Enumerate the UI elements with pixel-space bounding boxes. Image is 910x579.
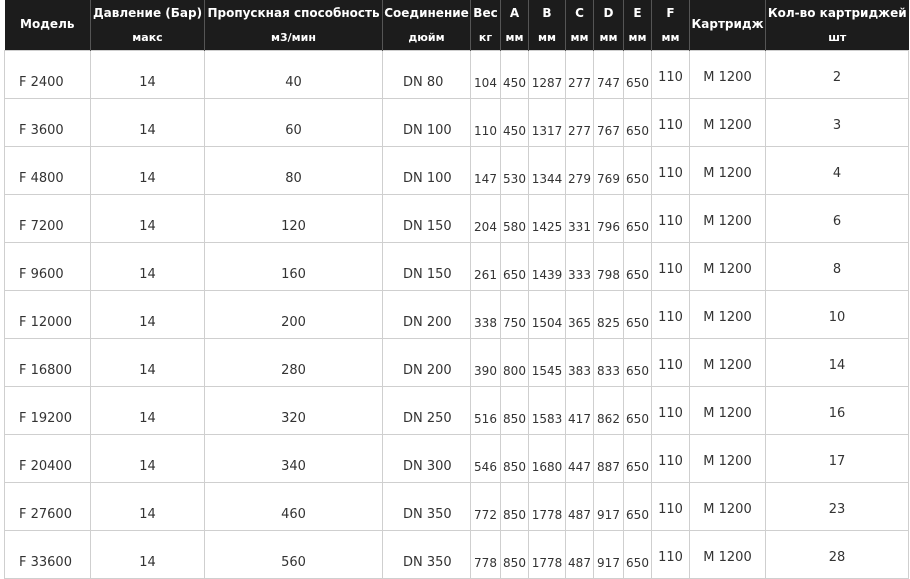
cell-connection: DN 200 [383,290,471,338]
cell-dim-a: 650 [501,242,529,290]
cell-connection: DN 80 [383,50,471,98]
cell-cartridge: M 1200 [690,146,766,194]
header-unit: макс [132,31,163,44]
header-unit: мм [599,31,618,44]
cell-dim-e: 650 [624,194,652,242]
cell-pressure: 14 [91,242,205,290]
header-dim-e [624,0,652,50]
cell-dim-f: 110 [652,242,690,290]
cell-pressure: 14 [91,50,205,98]
cell-dim-c: 277 [566,98,594,146]
cell-connection: DN 150 [383,242,471,290]
cell-weight: 516 [471,386,501,434]
header-weight [471,0,501,50]
cell-cartridge-count: 16 [766,386,909,434]
cell-weight: 338 [471,290,501,338]
cell-dim-b: 1287 [529,50,566,98]
cell-dim-c: 331 [566,194,594,242]
cell-dim-b: 1545 [529,338,566,386]
cell-throughput: 80 [205,146,383,194]
table-row [5,146,909,194]
cell-dim-e: 650 [624,50,652,98]
header-unit: шт [828,31,847,44]
cell-throughput: 40 [205,50,383,98]
header-label: Картридж [691,17,764,31]
cell-dim-f: 110 [652,146,690,194]
cell-dim-f: 110 [652,530,690,578]
cell-model: F 16800 [5,338,91,386]
table-body [5,50,909,578]
cell-dim-b: 1778 [529,530,566,578]
cell-dim-b: 1778 [529,482,566,530]
cell-cartridge-count: 23 [766,482,909,530]
header-label: Вес [473,6,498,20]
cell-connection: DN 150 [383,194,471,242]
header-unit: мм [505,31,524,44]
header-cartridge [690,0,766,50]
header-model [5,0,91,50]
cell-dim-d: 917 [594,482,624,530]
cell-dim-e: 650 [624,146,652,194]
cell-dim-e: 650 [624,530,652,578]
cell-dim-a: 580 [501,194,529,242]
cell-cartridge-count: 3 [766,98,909,146]
header-label: Кол-во картриджей [767,6,907,20]
header-label: Пропускная способность [207,6,380,20]
cell-weight: 104 [471,50,501,98]
header-unit: м3/мин [271,31,316,44]
table-row [5,530,909,578]
table-row [5,386,909,434]
cell-dim-a: 800 [501,338,529,386]
cell-cartridge-count: 14 [766,338,909,386]
cell-weight: 204 [471,194,501,242]
cell-throughput: 200 [205,290,383,338]
cell-throughput: 60 [205,98,383,146]
cell-cartridge: M 1200 [690,98,766,146]
cell-throughput: 120 [205,194,383,242]
cell-connection: DN 300 [383,434,471,482]
header-dim-a [501,0,529,50]
cell-cartridge-count: 2 [766,50,909,98]
cell-pressure: 14 [91,194,205,242]
header-label: C [575,6,584,20]
header-unit: кг [478,31,493,44]
header-dim-d [594,0,624,50]
header-unit: мм [570,31,589,44]
cell-dim-e: 650 [624,482,652,530]
cell-throughput: 320 [205,386,383,434]
header-label: Давление (Бар) [92,6,203,20]
cell-dim-c: 487 [566,482,594,530]
cell-dim-d: 862 [594,386,624,434]
cell-pressure: 14 [91,386,205,434]
cell-connection: DN 100 [383,146,471,194]
cell-cartridge: M 1200 [690,338,766,386]
cell-throughput: 460 [205,482,383,530]
cell-dim-c: 277 [566,50,594,98]
cell-cartridge-count: 17 [766,434,909,482]
cell-weight: 147 [471,146,501,194]
cell-cartridge-count: 8 [766,242,909,290]
table-row [5,434,909,482]
header-label: B [542,6,552,20]
header-unit: дюйм [408,31,445,44]
cell-dim-a: 450 [501,98,529,146]
cell-dim-e: 650 [624,98,652,146]
cell-dim-e: 650 [624,242,652,290]
cell-model: F 9600 [5,242,91,290]
cell-weight: 261 [471,242,501,290]
cell-weight: 390 [471,338,501,386]
header-label: Модель [20,17,75,31]
cell-weight: 110 [471,98,501,146]
cell-cartridge: M 1200 [690,482,766,530]
table-row [5,290,909,338]
cell-cartridge-count: 28 [766,530,909,578]
header-label: Соединение [384,6,469,20]
cell-dim-d: 917 [594,530,624,578]
cell-weight: 778 [471,530,501,578]
header-throughput [205,0,383,50]
table-row [5,98,909,146]
cell-dim-b: 1425 [529,194,566,242]
cell-dim-c: 383 [566,338,594,386]
cell-model: F 33600 [5,530,91,578]
table-row [5,338,909,386]
cell-dim-c: 279 [566,146,594,194]
cell-pressure: 14 [91,482,205,530]
cell-dim-b: 1344 [529,146,566,194]
cell-dim-f: 110 [652,50,690,98]
cell-connection: DN 350 [383,482,471,530]
cell-weight: 772 [471,482,501,530]
cell-connection: DN 100 [383,98,471,146]
cell-dim-d: 796 [594,194,624,242]
cell-dim-c: 333 [566,242,594,290]
cell-cartridge: M 1200 [690,290,766,338]
cell-dim-a: 530 [501,146,529,194]
cell-model: F 2400 [5,50,91,98]
cell-dim-d: 747 [594,50,624,98]
cell-pressure: 14 [91,530,205,578]
cell-cartridge-count: 4 [766,146,909,194]
cell-cartridge: M 1200 [690,242,766,290]
header-unit: мм [628,31,647,44]
table-header-row [5,0,909,50]
cell-pressure: 14 [91,146,205,194]
table-row [5,242,909,290]
cell-cartridge: M 1200 [690,434,766,482]
cell-pressure: 14 [91,434,205,482]
cell-dim-a: 450 [501,50,529,98]
header-unit: мм [661,31,680,44]
cell-connection: DN 250 [383,386,471,434]
cell-dim-f: 110 [652,290,690,338]
table-row [5,194,909,242]
cell-dim-d: 769 [594,146,624,194]
cell-dim-c: 487 [566,530,594,578]
cell-model: F 7200 [5,194,91,242]
cell-cartridge: M 1200 [690,530,766,578]
cell-pressure: 14 [91,290,205,338]
cell-pressure: 14 [91,98,205,146]
cell-dim-e: 650 [624,386,652,434]
header-unit: мм [538,31,556,44]
cell-model: F 4800 [5,146,91,194]
cell-cartridge: M 1200 [690,50,766,98]
cell-dim-b: 1439 [529,242,566,290]
specifications-table [4,0,909,579]
cell-model: F 3600 [5,98,91,146]
cell-dim-c: 447 [566,434,594,482]
cell-cartridge-count: 10 [766,290,909,338]
cell-dim-a: 850 [501,530,529,578]
cell-model: F 12000 [5,290,91,338]
cell-dim-d: 767 [594,98,624,146]
cell-cartridge-count: 6 [766,194,909,242]
header-label: F [666,6,675,20]
cell-throughput: 280 [205,338,383,386]
cell-throughput: 340 [205,434,383,482]
cell-connection: DN 350 [383,530,471,578]
cell-pressure: 14 [91,338,205,386]
cell-dim-f: 110 [652,482,690,530]
cell-model: F 20400 [5,434,91,482]
cell-dim-d: 825 [594,290,624,338]
table-row [5,50,909,98]
cell-cartridge: M 1200 [690,194,766,242]
cell-dim-d: 833 [594,338,624,386]
cell-dim-d: 887 [594,434,624,482]
cell-dim-b: 1680 [529,434,566,482]
cell-throughput: 560 [205,530,383,578]
cell-dim-d: 798 [594,242,624,290]
table-row [5,482,909,530]
cell-cartridge: M 1200 [690,386,766,434]
header-pressure [91,0,205,50]
header-dim-b [529,0,566,50]
cell-dim-a: 850 [501,482,529,530]
header-cartridge-count [766,0,909,50]
cell-dim-f: 110 [652,98,690,146]
cell-dim-a: 850 [501,386,529,434]
cell-dim-e: 650 [624,434,652,482]
cell-dim-f: 110 [652,386,690,434]
cell-dim-f: 110 [652,194,690,242]
cell-model: F 27600 [5,482,91,530]
cell-connection: DN 200 [383,338,471,386]
header-label: A [509,6,520,20]
header-dim-f [652,0,690,50]
cell-dim-b: 1583 [529,386,566,434]
cell-dim-f: 110 [652,434,690,482]
cell-dim-c: 417 [566,386,594,434]
header-label: D [603,6,614,20]
header-dim-c [566,0,594,50]
cell-dim-e: 650 [624,290,652,338]
cell-dim-c: 365 [566,290,594,338]
cell-dim-b: 1504 [529,290,566,338]
cell-dim-b: 1317 [529,98,566,146]
cell-model: F 19200 [5,386,91,434]
cell-weight: 546 [471,434,501,482]
cell-dim-e: 650 [624,338,652,386]
header-connection [383,0,471,50]
cell-dim-a: 750 [501,290,529,338]
cell-throughput: 160 [205,242,383,290]
cell-dim-f: 110 [652,338,690,386]
cell-dim-a: 850 [501,434,529,482]
header-label: E [633,6,642,20]
